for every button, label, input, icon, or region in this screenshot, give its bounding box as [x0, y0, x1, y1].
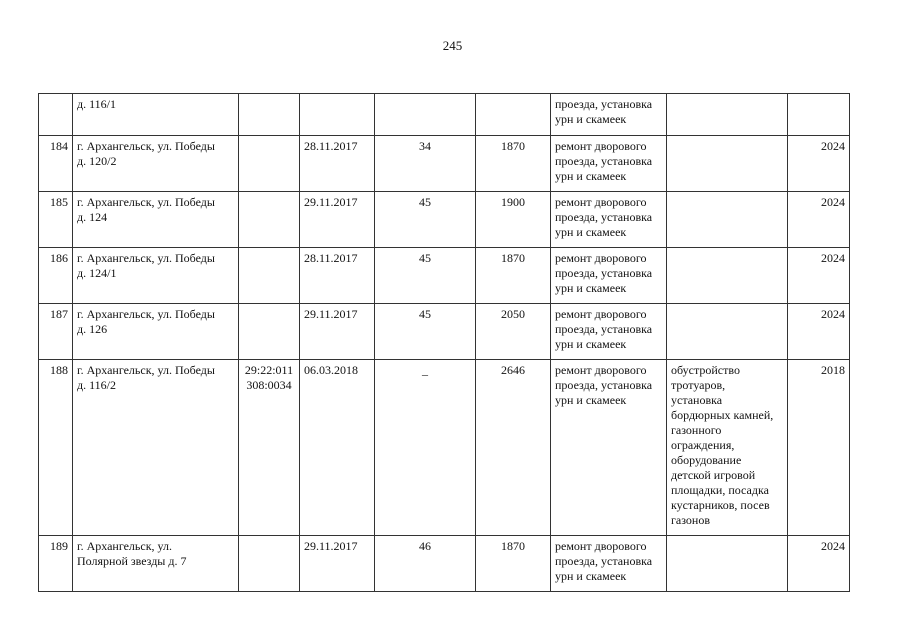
- table-row: [39, 304, 850, 360]
- date-cell: 29.11.2017: [300, 304, 375, 360]
- area-cell: 1870: [476, 536, 551, 592]
- row-number-cell: 185: [39, 192, 73, 248]
- address-cell: г. Архангельск, ул. Победы д. 126: [73, 304, 239, 360]
- year-cell: 2024: [788, 136, 850, 192]
- additional-work-cell: [667, 304, 788, 360]
- cadastral-number-cell: [239, 192, 300, 248]
- additional-work-cell: [667, 248, 788, 304]
- row-number-cell: 184: [39, 136, 73, 192]
- cadastral-number-cell: [239, 136, 300, 192]
- row-number-cell: 188: [39, 360, 73, 536]
- apartments-cell: 46: [375, 536, 476, 592]
- apartments-cell: 45: [375, 192, 476, 248]
- date-cell: 29.11.2017: [300, 192, 375, 248]
- year-cell: 2018: [788, 360, 850, 536]
- cadastral-number-cell: [239, 304, 300, 360]
- work-type-cell: ремонт дворового проезда, установка урн и скамеек: [551, 248, 667, 304]
- year-cell: 2024: [788, 536, 850, 592]
- table-row: [39, 94, 850, 136]
- page-number: 245: [442, 38, 463, 53]
- cadastral-number-cell: [239, 94, 300, 136]
- work-type-cell: ремонт дворового проезда, установка урн и скамеек: [551, 136, 667, 192]
- address-cell: д. 116/1: [73, 94, 239, 136]
- table-row: [39, 536, 850, 592]
- apartments-cell: _: [375, 360, 476, 536]
- additional-work-cell: [667, 136, 788, 192]
- date-cell: 29.11.2017: [300, 536, 375, 592]
- additional-work-cell: [667, 192, 788, 248]
- year-cell: 2024: [788, 248, 850, 304]
- address-cell: г. Архангельск, ул. Победы д. 124: [73, 192, 239, 248]
- area-cell: 1900: [476, 192, 551, 248]
- work-type-cell: ремонт дворового проезда, установка урн и скамеек: [551, 192, 667, 248]
- work-type-cell: ремонт дворового проезда, установка урн и скамеек: [551, 536, 667, 592]
- apartments-cell: [375, 94, 476, 136]
- address-cell: г. Архангельск, ул. Полярной звезды д. 7: [73, 536, 239, 592]
- area-cell: [476, 94, 551, 136]
- area-cell: 1870: [476, 136, 551, 192]
- cadastral-number-cell: 29:22:011 308:0034: [239, 360, 300, 536]
- date-cell: 28.11.2017: [300, 136, 375, 192]
- apartments-cell: 45: [375, 248, 476, 304]
- work-type-cell: проезда, установка урн и скамеек: [551, 94, 667, 136]
- table-row: [39, 136, 850, 192]
- table-row: [39, 248, 850, 304]
- work-type-cell: ремонт дворового проезда, установка урн и скамеек: [551, 304, 667, 360]
- row-number-cell: [39, 94, 73, 136]
- additional-work-cell: [667, 536, 788, 592]
- apartments-cell: 45: [375, 304, 476, 360]
- date-cell: 06.03.2018: [300, 360, 375, 536]
- year-cell: 2024: [788, 192, 850, 248]
- row-number-cell: 189: [39, 536, 73, 592]
- cadastral-number-cell: [239, 248, 300, 304]
- table-row: [39, 192, 850, 248]
- apartments-cell: 34: [375, 136, 476, 192]
- additional-work-cell: [667, 94, 788, 136]
- yard-improvement-table: [38, 93, 850, 592]
- table-row: [39, 360, 850, 536]
- date-cell: 28.11.2017: [300, 248, 375, 304]
- cadastral-number-cell: [239, 536, 300, 592]
- address-cell: г. Архангельск, ул. Победы д. 116/2: [73, 360, 239, 536]
- date-cell: [300, 94, 375, 136]
- year-cell: [788, 94, 850, 136]
- row-number-cell: 186: [39, 248, 73, 304]
- work-type-cell: ремонт дворового проезда, установка урн и скамеек: [551, 360, 667, 536]
- address-cell: г. Архангельск, ул. Победы д. 124/1: [73, 248, 239, 304]
- additional-work-cell: обустройство тротуаров, установка бордюрных камней, газонного ограждения, оборудование детской игровой площадки, посадка кустарников, посев газонов: [667, 360, 788, 536]
- area-cell: 1870: [476, 248, 551, 304]
- area-cell: 2646: [476, 360, 551, 536]
- address-cell: г. Архангельск, ул. Победы д. 120/2: [73, 136, 239, 192]
- year-cell: 2024: [788, 304, 850, 360]
- area-cell: 2050: [476, 304, 551, 360]
- row-number-cell: 187: [39, 304, 73, 360]
